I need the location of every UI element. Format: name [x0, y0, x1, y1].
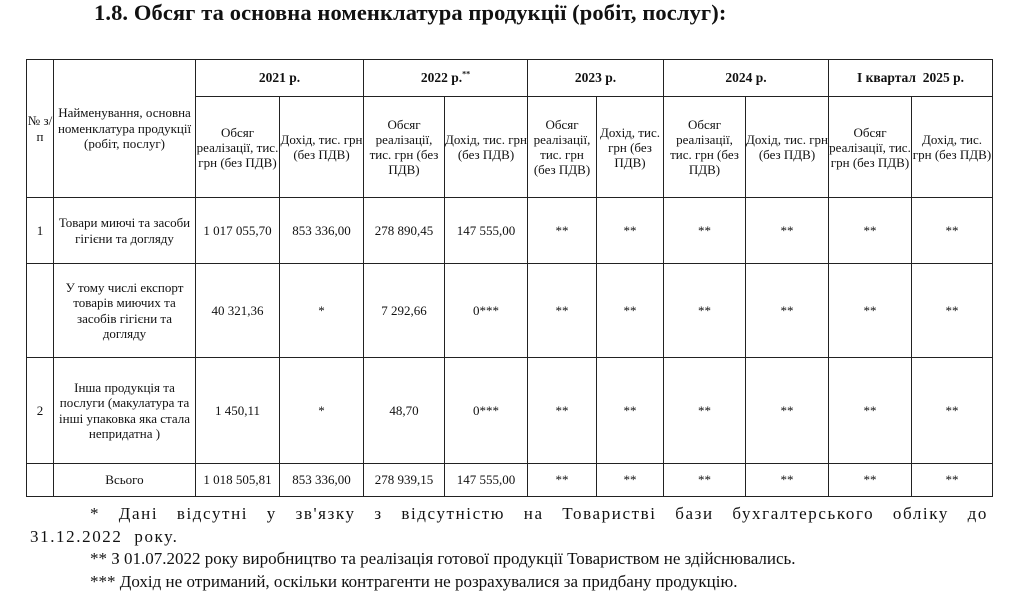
cell: 48,70: [364, 358, 445, 464]
footnote-2: ** З 01.07.2022 року виробництво та реалізація готової продукції Товариством не здійснювались.: [90, 549, 796, 568]
cell: **: [528, 264, 597, 358]
period-header-2025q1: І квартал 2025 р.: [829, 60, 993, 97]
cell: *: [280, 358, 364, 464]
footnote-1: * Дані відсутні у зв'язку з відсутністю на Товаристві бази бухгалтерського обліку до 31.12.2022 року.: [30, 504, 988, 546]
cell: **: [912, 264, 993, 358]
footnote-marker: **: [462, 69, 471, 79]
cell: **: [664, 464, 746, 497]
cell: **: [528, 198, 597, 264]
cell: 853 336,00: [280, 198, 364, 264]
sub-header-income: Дохід, тис. грн (без ПДВ): [597, 97, 664, 198]
sub-header-income: Дохід, тис. грн (без ПДВ): [746, 97, 829, 198]
table-row: [27, 264, 993, 358]
cell: **: [597, 358, 664, 464]
sub-header-volume: Обсяг реалізації, тис. грн (без ПДВ): [364, 97, 445, 198]
cell: **: [912, 358, 993, 464]
table-row: [27, 358, 993, 464]
cell: **: [597, 264, 664, 358]
table-row: [27, 198, 993, 264]
cell: **: [746, 464, 829, 497]
production-table: [26, 59, 993, 497]
cell: 40 321,36: [196, 264, 280, 358]
cell: **: [829, 198, 912, 264]
cell: 278 939,15: [364, 464, 445, 497]
cell: 1 018 505,81: [196, 464, 280, 497]
sub-header-volume: Обсяг реалізації, тис. грн (без ПДВ): [664, 97, 746, 198]
page-title: 1.8. Обсяг та основна номенклатура продукції (робіт, послуг):: [94, 0, 727, 25]
row-name: Інша продукція та послуги (макулатура та інші упаковка яка стала непридатна ): [54, 358, 196, 464]
row-number: [27, 264, 54, 358]
sub-header-income: Дохід, тис. грн (без ПДВ): [912, 97, 993, 198]
cell: 0***: [445, 264, 528, 358]
sub-header-volume: Обсяг реалізації, тис. грн (без ПДВ): [528, 97, 597, 198]
cell: **: [829, 464, 912, 497]
row-number: 1: [27, 198, 54, 264]
cell: **: [746, 198, 829, 264]
row-number: [27, 464, 54, 497]
footnote-3: *** Дохід не отриманий, оскільки контрагенти не розрахувалися за придбану продукцію.: [90, 571, 738, 591]
row-name: Всього: [54, 464, 196, 497]
cell: **: [664, 264, 746, 358]
cell: **: [528, 464, 597, 497]
col-name-header: Найменування, основна номенклатура продукції (робіт, послуг): [54, 60, 196, 198]
col-num-header: № з/п: [27, 60, 54, 198]
period-header-2022: 2022 р.**: [364, 60, 528, 97]
cell: **: [829, 358, 912, 464]
sub-header-income: Дохід, тис. грн (без ПДВ): [280, 97, 364, 198]
cell: **: [664, 198, 746, 264]
cell: **: [597, 198, 664, 264]
cell: *: [280, 264, 364, 358]
period-header-2021: 2021 р.: [196, 60, 364, 97]
cell: **: [597, 464, 664, 497]
cell: 147 555,00: [445, 198, 528, 264]
cell: **: [664, 358, 746, 464]
sub-header-volume: Обсяг реалізації, тис. грн (без ПДВ): [196, 97, 280, 198]
footnotes: [30, 503, 988, 593]
cell: **: [746, 358, 829, 464]
row-number: 2: [27, 358, 54, 464]
cell: 1 450,11: [196, 358, 280, 464]
cell: **: [912, 464, 993, 497]
cell: **: [829, 264, 912, 358]
cell: **: [912, 198, 993, 264]
period-header-2023: 2023 р.: [528, 60, 664, 97]
cell: **: [528, 358, 597, 464]
cell: 7 292,66: [364, 264, 445, 358]
total-row: [27, 464, 993, 497]
period-header-2024: 2024 р.: [664, 60, 829, 97]
sub-header-volume: Обсяг реалізації, тис. грн (без ПДВ): [829, 97, 912, 198]
cell: 1 017 055,70: [196, 198, 280, 264]
row-name: У тому числі експорт товарів миючих та засобів гігієни та догляду: [54, 264, 196, 358]
cell: 147 555,00: [445, 464, 528, 497]
sub-header-income: Дохід, тис. грн (без ПДВ): [445, 97, 528, 198]
cell: 853 336,00: [280, 464, 364, 497]
cell: 278 890,45: [364, 198, 445, 264]
row-name: Товари миючі та засоби гігієни та догляду: [54, 198, 196, 264]
cell: 0***: [445, 358, 528, 464]
header-row-periods: [27, 60, 993, 97]
cell: **: [746, 264, 829, 358]
